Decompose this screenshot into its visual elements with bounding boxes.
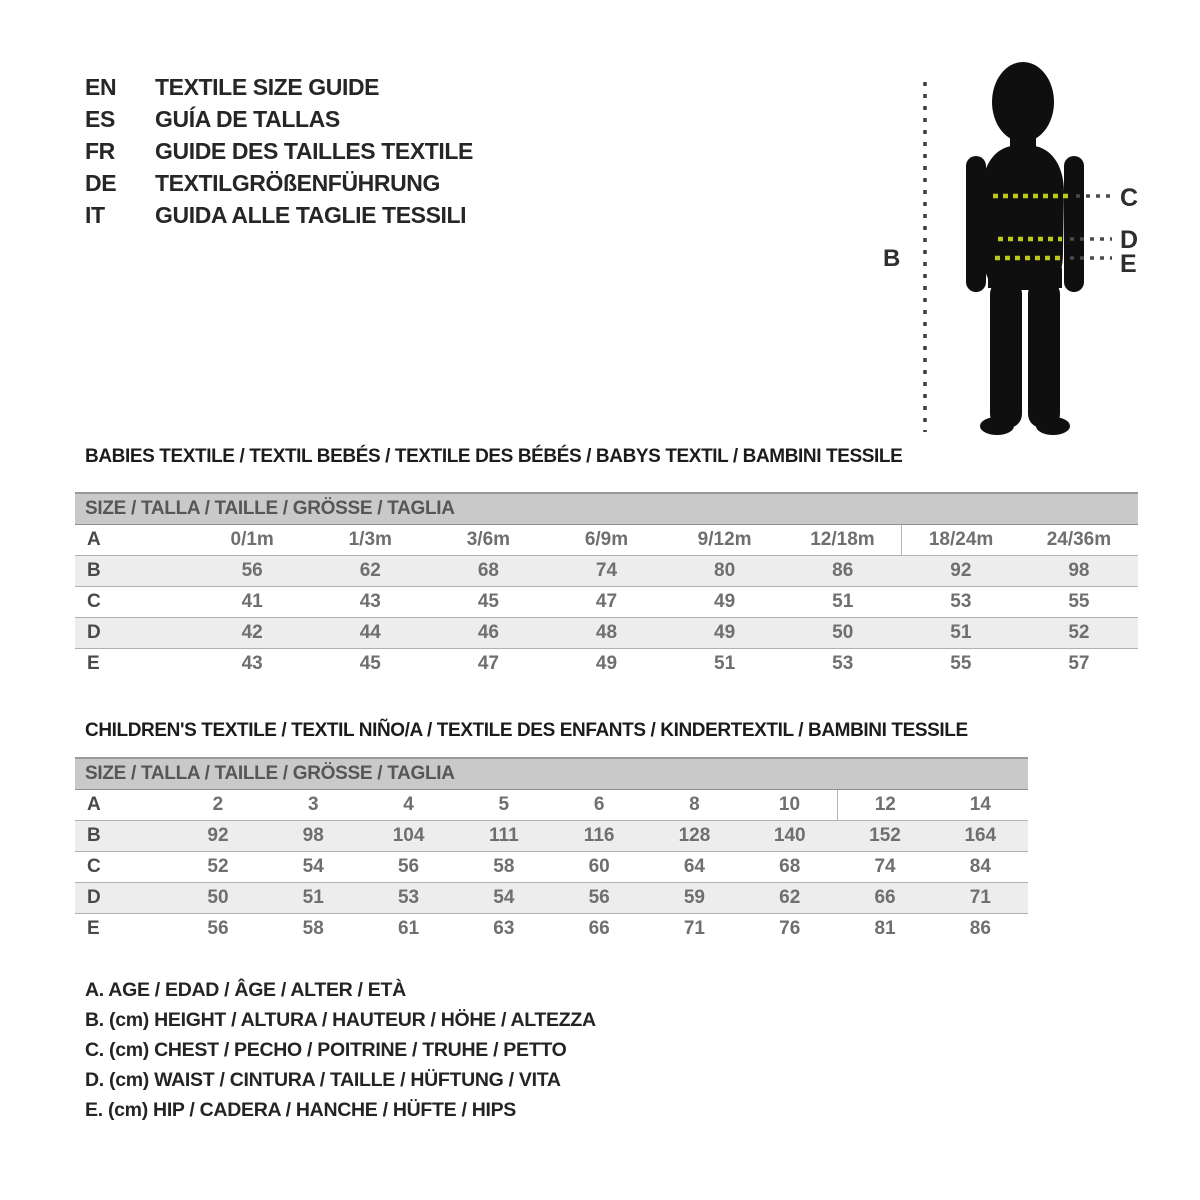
size-value-cell: 1/3m <box>348 528 392 550</box>
hip-measure-label: E <box>1120 250 1137 278</box>
size-value-cell: 49 <box>714 590 736 612</box>
size-value-cell: 52 <box>207 855 229 877</box>
size-value-cell: 54 <box>493 886 515 908</box>
size-value-cell: 104 <box>392 824 425 846</box>
language-code: FR <box>85 137 115 164</box>
size-value-cell: 10 <box>778 793 801 815</box>
babies-size-table <box>75 492 1138 679</box>
size-value-cell: 51 <box>302 886 324 908</box>
waist-measure-label: D <box>1120 226 1139 254</box>
size-value-cell: 64 <box>683 855 705 877</box>
size-value-cell: 98 <box>1068 559 1090 581</box>
language-title-block <box>85 71 473 231</box>
size-table-row-B <box>75 555 1138 586</box>
size-table-row-A <box>75 524 1138 555</box>
size-value-cell: 86 <box>969 917 991 939</box>
size-value-cell: 86 <box>832 559 854 581</box>
child-silhouette-svg <box>850 30 1180 450</box>
size-value-cell: 111 <box>489 824 519 846</box>
size-value-cell: 92 <box>207 824 229 846</box>
size-value-cell: 0/1m <box>230 528 274 550</box>
size-value-cell: 51 <box>714 652 736 674</box>
size-value-cell: 80 <box>714 559 736 581</box>
size-value-cell: 61 <box>397 917 420 939</box>
row-letter-label: D <box>87 886 101 908</box>
size-value-cell: 71 <box>683 917 705 939</box>
size-value-cell: 62 <box>359 559 381 581</box>
size-value-cell: 50 <box>832 621 854 643</box>
size-value-cell: 81 <box>874 917 896 939</box>
size-table-row-B <box>75 820 1028 851</box>
size-value-cell: 49 <box>595 652 618 674</box>
size-value-cell: 51 <box>950 621 972 643</box>
size-value-cell: 62 <box>779 886 801 908</box>
size-value-cell: 53 <box>397 886 420 908</box>
size-value-cell: 55 <box>950 652 972 674</box>
size-value-cell: 43 <box>359 590 381 612</box>
size-table-row-D <box>75 882 1028 913</box>
guide-title-translation: TEXTILGRÖßENFÜHRUNG <box>155 169 440 196</box>
language-code: DE <box>85 169 117 196</box>
size-table-row-A <box>75 789 1028 820</box>
size-value-cell: 55 <box>1068 590 1090 612</box>
language-row <box>85 103 473 135</box>
language-code: ES <box>85 105 115 132</box>
size-value-cell: 12/18m <box>810 528 875 550</box>
legend-line: B. (cm) HEIGHT / ALTURA / HAUTEUR / HÖHE / ALTEZZA <box>85 1009 596 1031</box>
size-value-cell: 76 <box>779 917 801 939</box>
size-value-cell: 45 <box>477 590 499 612</box>
size-value-cell: 116 <box>583 824 615 846</box>
legend-line: D. (cm) WAIST / CINTURA / TAILLE / HÜFTUNG / VITA <box>85 1069 561 1091</box>
size-value-cell: 66 <box>874 886 896 908</box>
size-value-cell: 24/36m <box>1020 524 1138 555</box>
child-body-silhouette <box>966 62 1084 435</box>
size-value-cell: 53 <box>950 590 972 612</box>
size-value-cell: 48 <box>595 621 618 643</box>
size-value-cell: 5 <box>498 793 510 815</box>
size-table-row-E <box>75 913 1028 944</box>
size-value-cell: 8 <box>689 793 700 815</box>
height-measure-label: B <box>883 245 901 272</box>
size-value-cell: 54 <box>302 855 324 877</box>
size-value-cell: 74 <box>874 855 896 877</box>
language-code: EN <box>85 73 117 100</box>
row-letter-label: B <box>87 824 101 846</box>
measurement-legend <box>85 975 596 1125</box>
row-letter-label: E <box>87 917 100 939</box>
size-value-cell: 58 <box>493 855 515 877</box>
size-value-cell: 49 <box>714 621 736 643</box>
language-row <box>85 135 473 167</box>
size-value-cell: 52 <box>1068 621 1090 643</box>
size-value-cell: 57 <box>1068 652 1090 674</box>
size-table-row-D <box>75 617 1138 648</box>
size-value-cell: 59 <box>683 886 705 908</box>
size-value-cell: 6 <box>593 793 605 815</box>
children-section-title: CHILDREN'S TEXTILE / TEXTIL NIÑO/A / TEXTILE DES ENFANTS / KINDERTEXTIL / BAMBINI TESSILE <box>85 720 968 741</box>
size-value-cell: 6/9m <box>584 528 629 550</box>
size-value-cell: 63 <box>493 917 515 939</box>
size-value-cell: 45 <box>359 652 381 674</box>
size-value-cell: 9/12m <box>697 528 752 550</box>
size-table-header: SIZE / TALLA / TAILLE / GRÖSSE / TAGLIA <box>75 493 1138 524</box>
row-letter-label: C <box>87 590 101 612</box>
chest-measure-label: C <box>1120 184 1139 212</box>
size-value-cell: 92 <box>950 559 972 581</box>
row-letter-label: E <box>87 652 100 674</box>
size-value-cell: 43 <box>241 652 263 674</box>
guide-title-translation: GUIDA ALLE TAGLIE TESSILI <box>155 201 467 228</box>
size-value-cell: 3 <box>307 793 319 815</box>
row-letter-label: A <box>87 528 101 550</box>
size-value-cell: 71 <box>969 886 991 908</box>
language-row <box>85 71 473 103</box>
row-letter-label: D <box>87 621 101 643</box>
size-value-cell: 2 <box>212 793 224 815</box>
babies-section-title: BABIES TEXTILE / TEXTIL BEBÉS / TEXTILE DES BÉBÉS / BABYS TEXTIL / BAMBINI TESSILE <box>85 446 903 467</box>
size-value-cell: 164 <box>964 824 997 846</box>
size-value-cell: 56 <box>241 559 263 581</box>
row-letter-label: A <box>87 793 101 815</box>
size-value-cell: 56 <box>588 886 610 908</box>
size-value-cell: 56 <box>397 855 420 877</box>
legend-line: C. (cm) CHEST / PECHO / POITRINE / TRUHE / PETTO <box>85 1039 567 1061</box>
children-size-table <box>75 757 1028 944</box>
size-value-cell: 53 <box>832 652 854 674</box>
size-value-cell: 44 <box>359 621 381 643</box>
size-value-cell: 46 <box>477 621 499 643</box>
size-value-cell: 4 <box>403 793 414 815</box>
size-value-cell: 47 <box>477 652 499 674</box>
size-value-cell: 51 <box>832 590 854 612</box>
size-value-cell: 140 <box>773 824 806 846</box>
child-figure-diagram <box>850 30 1180 450</box>
size-value-cell: 128 <box>678 824 711 846</box>
size-table-row-C <box>75 851 1028 882</box>
size-value-cell: 66 <box>588 917 610 939</box>
size-value-cell: 3/6m <box>466 528 511 550</box>
row-letter-label: B <box>87 559 101 581</box>
size-value-cell: 58 <box>302 917 324 939</box>
size-value-cell: 42 <box>241 621 263 643</box>
legend-line: A. AGE / EDAD / ÂGE / ALTER / ETÀ <box>85 979 406 1001</box>
size-value-cell: 152 <box>869 824 901 846</box>
size-value-cell: 18/24m <box>902 524 1020 555</box>
size-table-row-C <box>75 586 1138 617</box>
size-value-cell: 14 <box>933 789 1028 820</box>
size-value-cell: 68 <box>477 559 499 581</box>
guide-title-translation: GUIDE DES TAILLES TEXTILE <box>155 137 473 164</box>
size-value-cell: 50 <box>207 886 229 908</box>
size-value-cell: 41 <box>241 590 263 612</box>
legend-line: E. (cm) HIP / CADERA / HANCHE / HÜFTE / HIPS <box>85 1099 517 1121</box>
language-row <box>85 167 473 199</box>
size-value-cell: 12 <box>837 789 932 820</box>
size-value-cell: 68 <box>779 855 801 877</box>
size-value-cell: 74 <box>595 559 618 581</box>
size-value-cell: 98 <box>302 824 324 846</box>
guide-title-translation: TEXTILE SIZE GUIDE <box>155 73 380 100</box>
size-table-row-E <box>75 648 1138 679</box>
guide-title-translation: GUÍA DE TALLAS <box>155 105 340 132</box>
size-value-cell: 60 <box>588 855 610 877</box>
size-value-cell: 47 <box>595 590 618 612</box>
language-code: IT <box>85 201 105 228</box>
size-value-cell: 56 <box>207 917 229 939</box>
row-letter-label: C <box>87 855 101 877</box>
language-row <box>85 199 473 231</box>
size-value-cell: 84 <box>969 855 991 877</box>
size-table-header: SIZE / TALLA / TAILLE / GRÖSSE / TAGLIA <box>75 758 1028 789</box>
